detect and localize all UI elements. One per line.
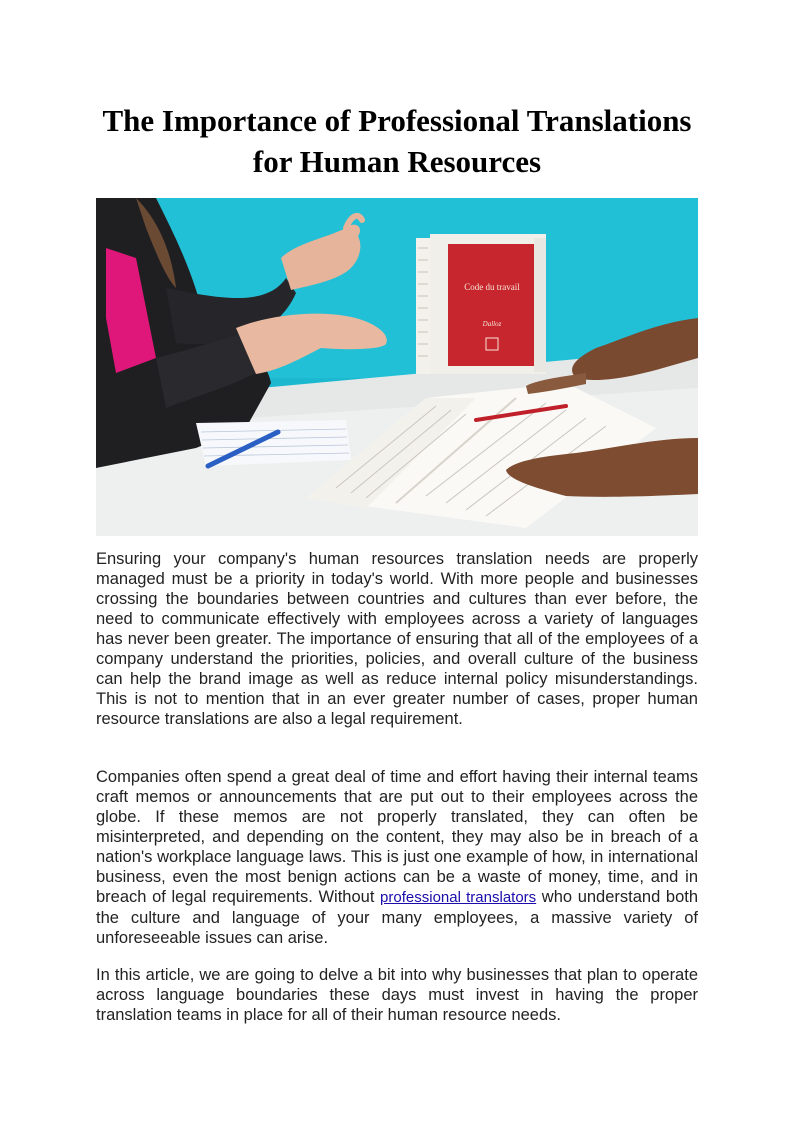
professional-translators-link[interactable]: professional translators <box>380 889 537 906</box>
page-title-line-2: for Human Resources <box>252 144 542 179</box>
paragraph-article-intro: In this article, we are going to delve a bit into why businesses that plan to operate across language boundaries these days must invest in having the proper translation teams in place for all of their human resource needs. <box>96 966 698 1024</box>
book-icon <box>416 234 546 374</box>
paragraph-intro: Ensuring your company's human resources translation needs are properly managed must be a priority in today's world. With more people and businesses crossing the boundaries between countries and cultures than ever before, the need to communicate effectively with employees across a variety of languages has never been greater. The importance of ensuring that all of the employees of a company understand the priorities, policies, and overall culture of the business can help the brand image as well as reduce internal policy misunderstandings. This is not to mention that in an ever greater number of cases, proper human resource translations are also a legal requirement. <box>96 550 698 728</box>
paragraph-memos-text: Companies often spend a great deal of time and effort having their internal teams craft memos or announcements that are put out to their employees across the globe. If these memos are not properly translated, they can often be misinterpreted, and depending on the content, they may also be in breach of a nation's workplace language laws. This is just one example of how, in international business, even the most benign actions can be a waste of money, time, and in breach of legal requirements. Without <box>96 768 698 906</box>
notepad-icon <box>196 420 351 466</box>
svg-text:Code du travail: Code du travail <box>464 282 520 292</box>
page-title-line-1: The Importance of Professional Translations <box>102 103 692 138</box>
page-title <box>86 100 708 182</box>
paragraph-memos-text-end: who understand both the culture and language of your many employees, a massive variety of unforeseeable issues can arise. <box>96 888 699 947</box>
hero-image <box>96 198 698 536</box>
svg-text:Dalloz: Dalloz <box>482 320 502 328</box>
paragraph-memos <box>96 767 698 948</box>
